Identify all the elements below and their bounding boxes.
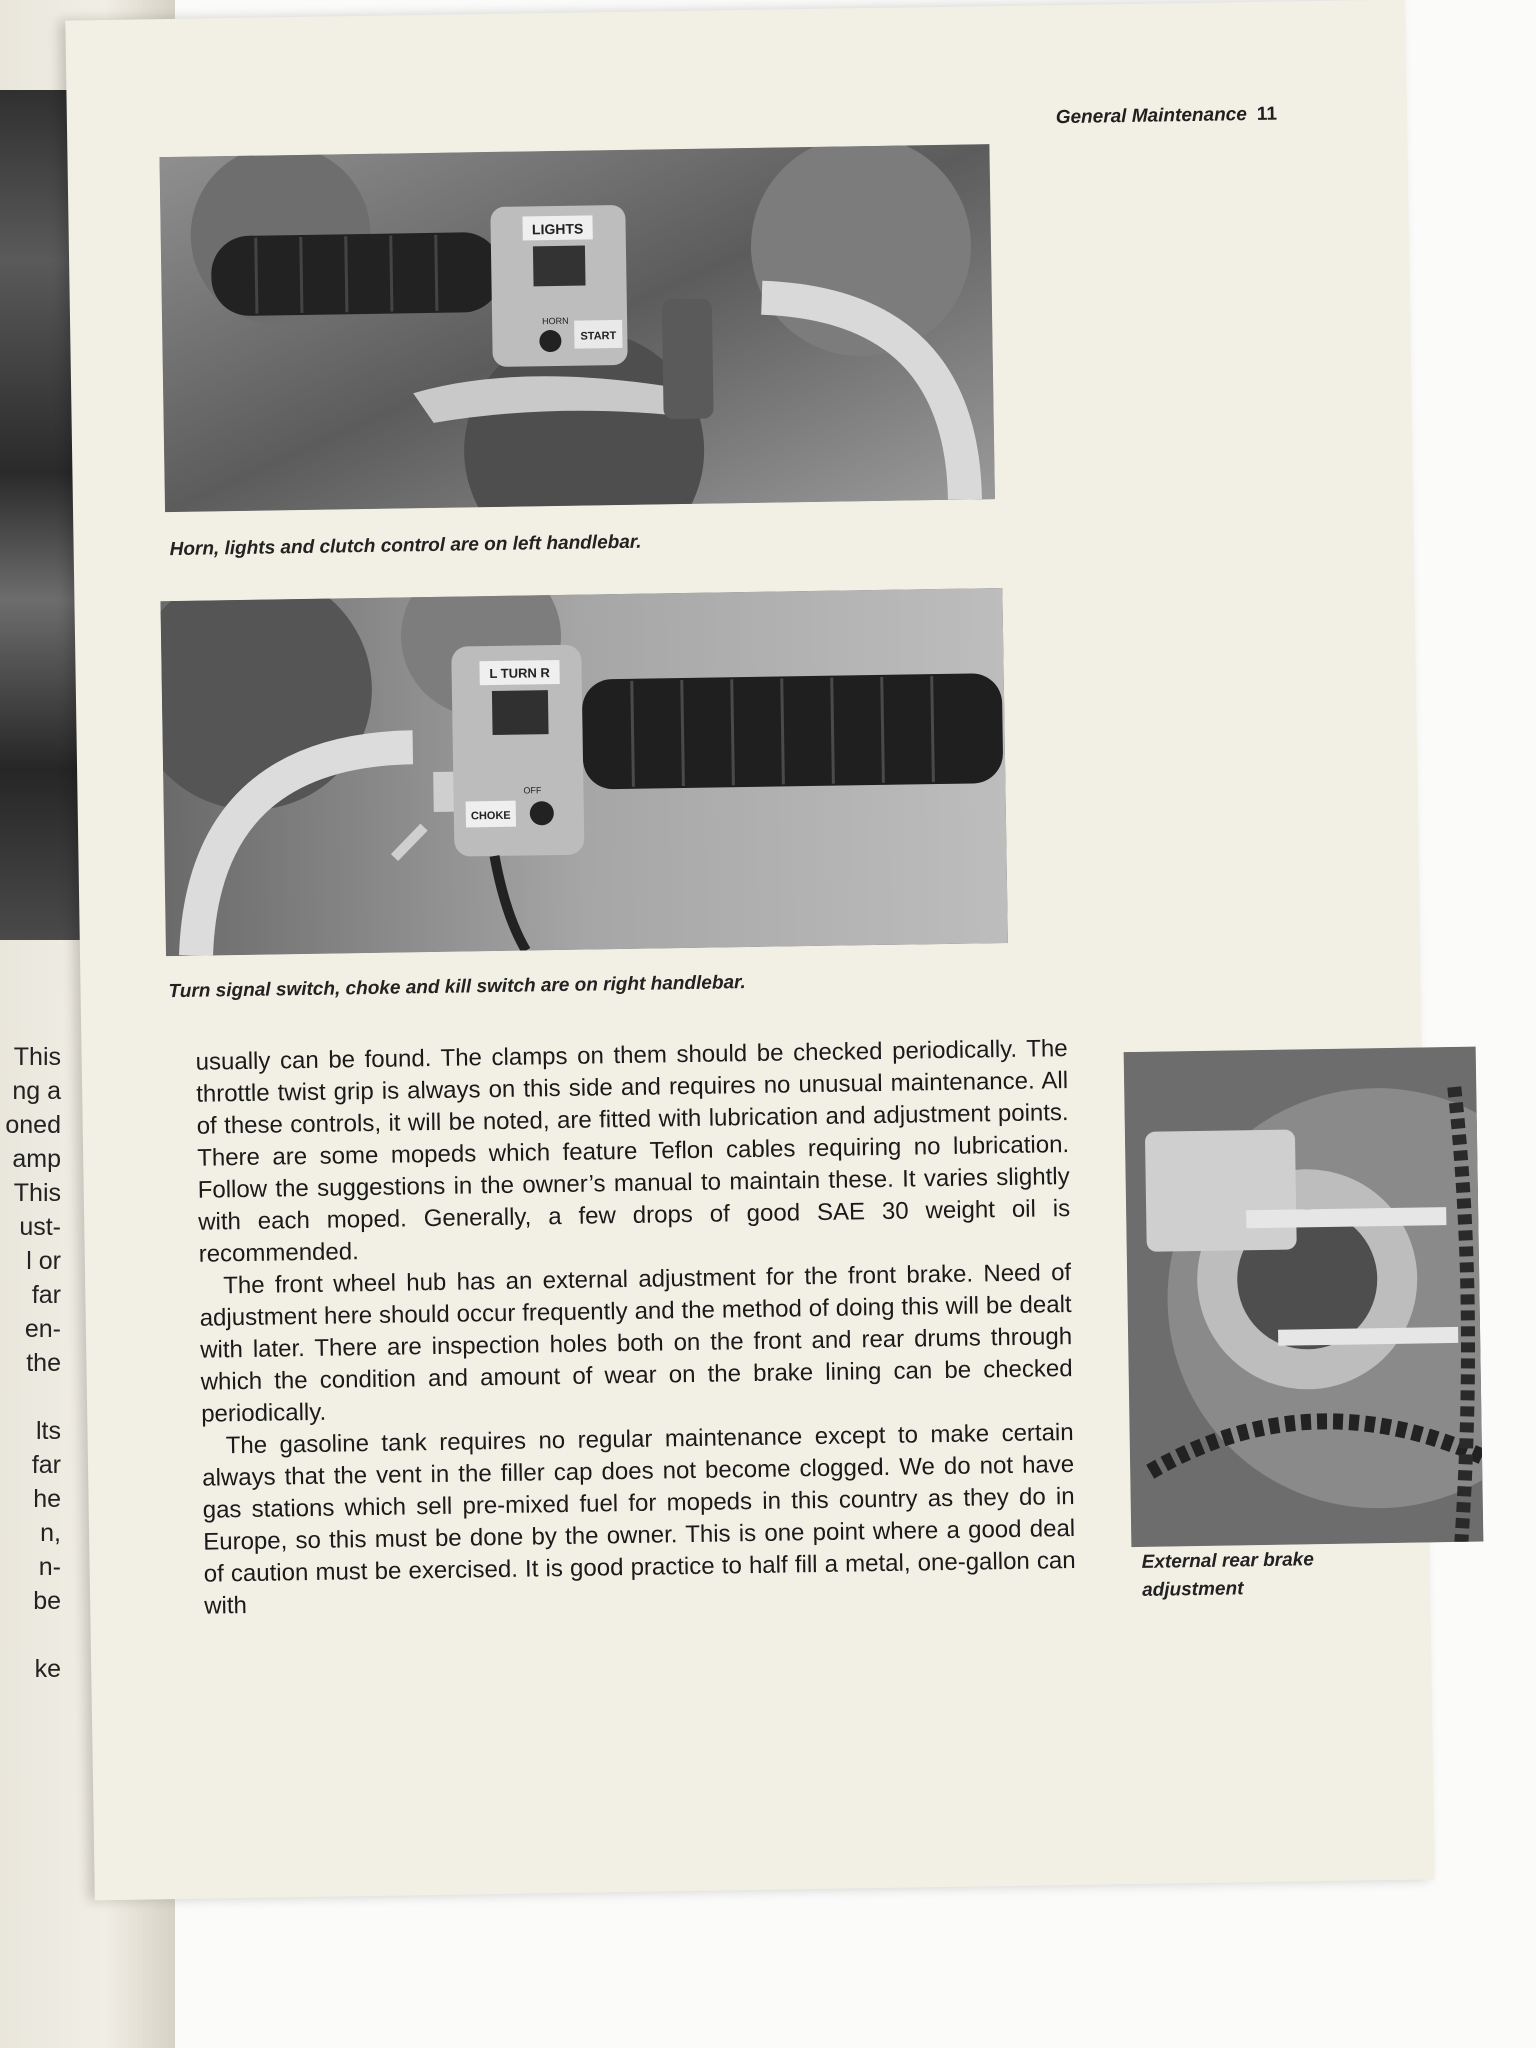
photo-left-handlebar [159, 144, 994, 512]
previous-page-fragment: n- [38, 1553, 61, 1581]
previous-page-fragment: be [33, 1587, 61, 1615]
book-page [65, 0, 1434, 1900]
page-number: 11 [1256, 103, 1278, 125]
previous-page-fragment [5, 1618, 61, 1652]
previous-page-fragment: he [33, 1485, 61, 1513]
choke-label: CHOKE [470, 809, 511, 823]
previous-page-fragment: n, [40, 1519, 61, 1547]
paragraph-gasoline-tank: The gasoline tank requires no regular maintenance except to make certain always that the vent in the filler cap does not become clogged. We do not have gas stations which sell pre-mixed fuel for mopeds in this country as they do in Europe, so this must be done by the owner. This is one point where a good deal of caution must be exercised. It is good practice to half fill a metal, one-gallon can with [202, 1418, 1076, 1620]
previous-page-fragment: far [31, 1281, 61, 1309]
previous-page-fragment: This [13, 1179, 61, 1207]
section-title: General Maintenance [1055, 104, 1248, 129]
article-body [195, 1033, 1076, 1623]
photo-rear-brake [1124, 1047, 1484, 1547]
turn-label: L TURN R [489, 665, 550, 682]
previous-page-fragment: ke [34, 1655, 61, 1683]
horn-label: HORN [542, 315, 569, 327]
previous-page-fragment: the [26, 1349, 61, 1377]
paragraph-controls: usually can be found. The clamps on them should be checked periodically. The throttle twist grip is always on this side and requires no unusual maintenance. All of these controls, it will be noted, are fitted with lubrication and adjustment points. There are some mopeds which feature Teflon cables requiring no lubrication. Follow the suggestions in the owner’s manual to maintain these. It varies slightly with each moped. Generally, a few drops of good SAE 30 weight oil is recommended. [195, 1035, 1071, 1268]
previous-page-fragment: far [31, 1451, 61, 1479]
previous-page-fragment: amp [12, 1145, 61, 1173]
photo-right-handlebar [160, 588, 1007, 956]
previous-page-text-fragments [5, 1040, 61, 1686]
previous-page-fragment: ust- [19, 1213, 61, 1241]
caption-rear-brake: External rear brake adjustment [1141, 1549, 1314, 1601]
paragraph-front-brake: The front wheel hub has an external adjustment for the front brake. Need of adjustment here should occur frequently and the method of doing this will be dealt with later. There are inspection holes both on the front and rear drums through which the condition and amount of wear on the brake lining can be checked periodically. [199, 1258, 1073, 1428]
off-label: OFF [523, 785, 542, 796]
running-header [1056, 104, 1278, 129]
lights-label: LIGHTS [531, 220, 584, 238]
previous-page-fragment: en- [24, 1315, 61, 1343]
start-label: START [580, 330, 617, 343]
previous-page-fragment: oned [5, 1111, 61, 1139]
previous-page-fragment [5, 1380, 61, 1414]
previous-page-fragment: l or [26, 1247, 61, 1275]
previous-page-fragment: ng a [12, 1077, 61, 1105]
caption-left-handlebar: Horn, lights and clutch control are on left handlebar. [169, 531, 642, 561]
caption-right-handlebar: Turn signal switch, choke and kill switch are on right handlebar. [168, 972, 746, 1003]
previous-page-fragment: lts [36, 1417, 61, 1445]
previous-page-fragment: This [13, 1043, 61, 1071]
